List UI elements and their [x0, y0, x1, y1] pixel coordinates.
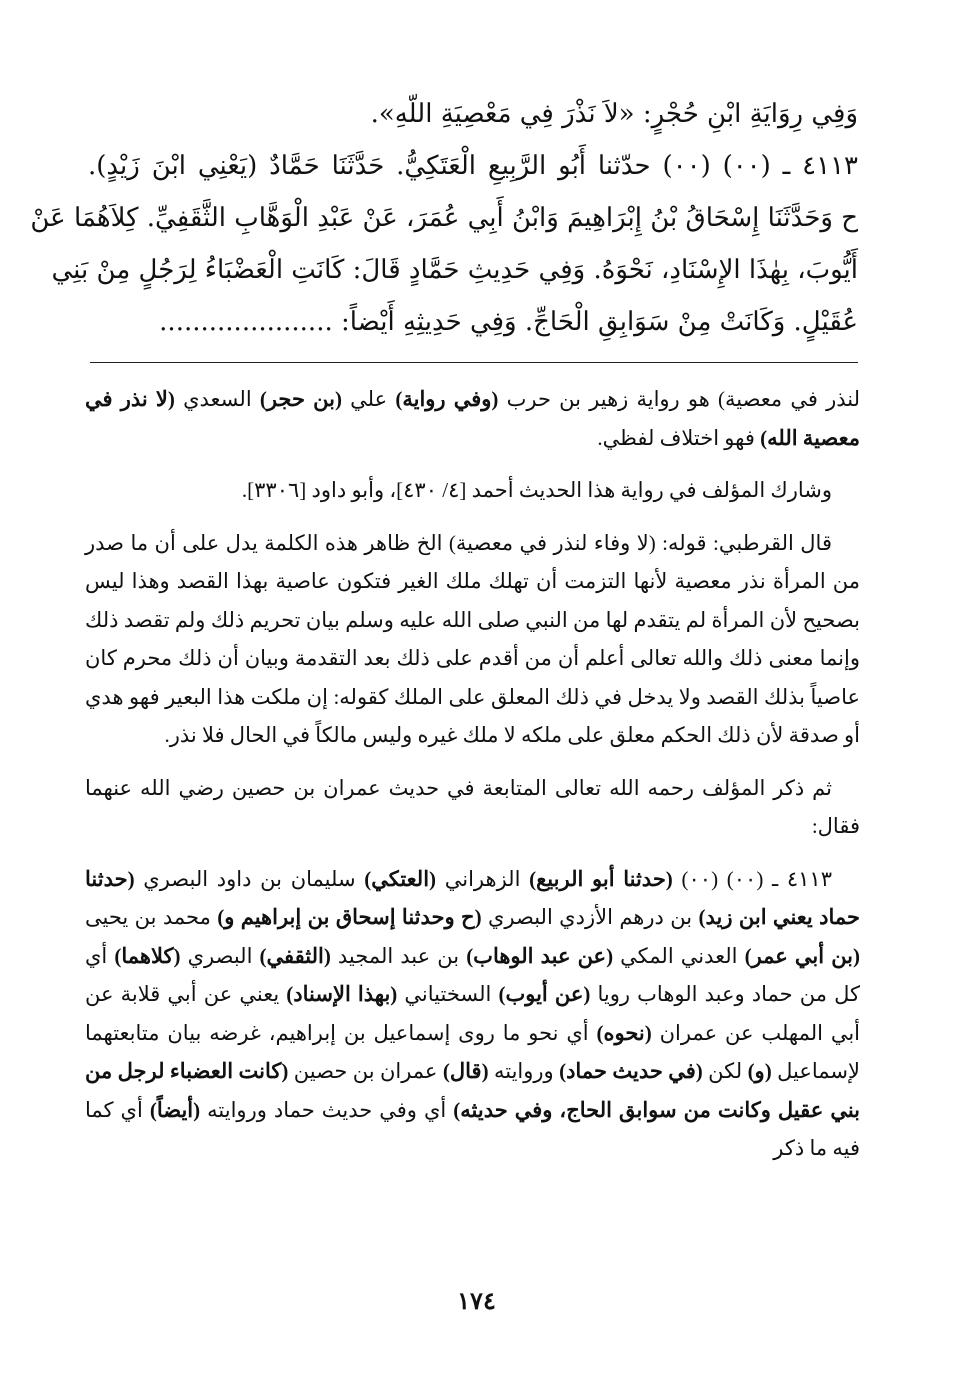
bold-run: (حدثنا حماد يعني ابن زيد) — [85, 866, 861, 929]
bold-run: (في حديث حماد) — [559, 1059, 703, 1083]
commentary — [85, 380, 860, 1182]
hadith-line-3: ح وَحَدَّثَنَا إِسْحَاقُ بْنُ إِبْرَاهِيمَ وَابْنُ أَبِي عُمَرَ، عَنْ عَبْدِ الْوَهَّابِ الثَّقَفِيِّ. كِلاَهُمَا عَنْ — [30, 203, 858, 233]
hadith-line-5: عُقَيْلٍ. وَكَانَتْ مِنْ سَوَابِقِ الْحَاجِّ. وَفِي حَدِيثِهِ أَيْضاً: ..................... — [159, 307, 858, 337]
text-run: السعدي — [174, 387, 260, 411]
commentary-paragraph-5 — [85, 860, 860, 1168]
text-run: سليمان بن داود البصري — [134, 866, 365, 891]
bold-run: (بن حجر) — [259, 387, 342, 411]
text-run: بن عبد المجيد — [330, 943, 467, 968]
text-run: ٤١١٣ ـ (٠٠) (٠٠) — [672, 866, 832, 891]
bold-run: (كانت العضباء لرجل من بني عقيل وكانت من سوابق الحاج، وفي حديثه) — [85, 1059, 860, 1122]
commentary-paragraph-3 — [85, 524, 860, 755]
text-run: أي وفي حديث حماد وروايته — [200, 1097, 454, 1122]
text-run: العدني المكي — [613, 943, 745, 968]
text-run: يعني عن أبي قلابة عن أبي المهلب عن عمران — [85, 982, 861, 1045]
text-run: أي كما فيه ما ذكر — [85, 1097, 860, 1160]
hadith-line-2: ٤١١٣ ـ (٠٠) (٠٠) حدّثنا أَبُو الرَّبِيعِ الْعَتَكِيُّ. حَدَّثَنَا حَمَّادٌ (يَعْنِي ابْنَ زَيْدٍ). — [88, 151, 858, 181]
text-run: أي نحو ما روى إسماعيل بن إبراهيم، غرضه بيان متابعتهما لإسماعيل — [85, 1020, 860, 1083]
text-run: لنذر في معصية) هو رواية زهير بن حرب — [498, 387, 860, 411]
bold-run: (كلاهما) — [114, 943, 181, 968]
commentary-paragraph-4 — [85, 769, 860, 846]
bold-run: (أيضاً) — [149, 1097, 201, 1122]
bold-run: (لا نذر في معصية الله) — [85, 387, 860, 450]
text-run: الزهراني — [436, 866, 530, 891]
text-run: أي كل من حماد وعبد الوهاب رويا — [85, 943, 860, 1006]
text-run: لكن — [702, 1059, 748, 1083]
bold-run: (ح وحدثنا إسحاق بن إبراهيم و) — [217, 905, 482, 929]
bold-run: (عن عبد الوهاب) — [466, 943, 614, 968]
commentary-paragraph-1 — [85, 380, 860, 457]
text-run: محمد بن يحيى — [85, 905, 218, 929]
bold-run: (بهذا الإسناد) — [286, 982, 398, 1006]
text-run: وروايته — [488, 1059, 560, 1083]
bold-run: (الثقفي) — [259, 943, 331, 968]
text-run: البصري — [180, 943, 260, 968]
hadith-line-1: وَفِي رِوَايَةِ ابْنِ حُجْرٍ: «لاَ نَذْرَ فِي مَعْصِيَةِ اللّهِ». — [370, 99, 858, 129]
text-run: علي — [341, 387, 396, 411]
bold-run: (وفي رواية) — [395, 387, 499, 411]
hadith-text — [30, 88, 858, 348]
text-run: وشارك المؤلف في رواية هذا الحديث أحمد [٤/ ٤٣٠]، وأبو داود [٣٣٠٦]. — [241, 478, 832, 502]
text-run: عمران بن حصين — [288, 1059, 443, 1083]
hadith-line-4: أَيُّوبَ، بِهٰذَا الإِسْنَادِ، نَحْوَهُ. وَفِي حَدِيثِ حَمَّادٍ قَالَ: كَانَتِ الْعَضْبَاءُ لِرَجُلٍ مِنْ بَنِي — [51, 255, 858, 285]
bold-run: (عن أيوب) — [498, 982, 591, 1006]
bold-run: (قال) — [442, 1059, 489, 1083]
bold-run: (حدثنا أبو الربيع) — [529, 866, 673, 891]
bold-run: (بن أبي عمر) — [744, 943, 861, 968]
separator-line — [90, 362, 858, 363]
text-run: بن درهم الأزدي البصري — [481, 905, 699, 929]
bold-run: (نحوه) — [596, 1020, 652, 1045]
text-run: ثم ذكر المؤلف رحمه الله تعالى المتابعة في حديث عمران بن حصين رضي الله عنهما فقال: — [85, 775, 860, 838]
commentary-paragraph-2 — [85, 471, 860, 510]
text-run: فهو اختلاف لفظي. — [597, 425, 761, 450]
page-number: ١٧٤ — [457, 1286, 496, 1315]
text-run: قال القرطبي: قوله: (لا وفاء لنذر في معصية) الخ ظاهر هذه الكلمة يدل على أن ما صدر من المرأة نذر معصية لأنها التزمت أن تهلك ملك الغير فتكون عاصية بهذا القصد وهذا ليس بصحيح لأن المرأة لم يتقدم لها من النبي صلى الله عليه وسلم بيان تحريم ذلك ولم تقصد ذلك وإنما معنى ذلك والله تعالى أعلم أن من أقدم على ذلك بعد التقدمة وبيان أن ذلك محرم كان عاصياً بذلك القصد ولا يدخل في ذلك المعلق على الملك كقوله: إن ملكت هذا البعير فهو هدي أو صدقة لأن ذلك الحكم معلق على ملكه لا ملك غيره وليس مالكاً في الحال فلا نذر. — [85, 530, 860, 747]
bold-run: (و) — [747, 1059, 772, 1083]
text-run: السختياني — [397, 982, 499, 1006]
bold-run: (العتكي) — [364, 866, 437, 891]
